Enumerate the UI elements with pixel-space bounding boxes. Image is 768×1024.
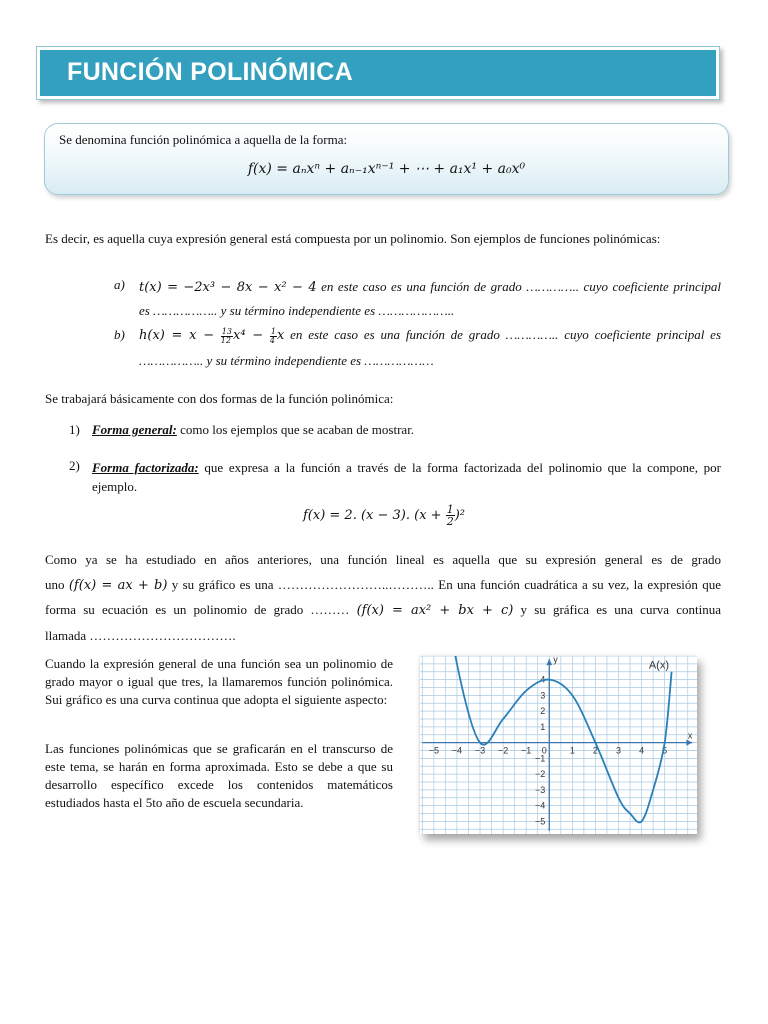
linear-paragraph — [45, 548, 721, 648]
y-tick-label: −5 — [535, 816, 546, 827]
fraction-numerator: 1 — [270, 326, 276, 336]
example-b-label — [114, 327, 125, 343]
form-1-name: Forma general: — [92, 422, 177, 437]
series-label: A(x) — [648, 659, 669, 672]
y-tick-label: −2 — [535, 769, 546, 780]
example-a-text-2: es …………….. y su término independiente es ……………….. — [139, 303, 455, 318]
factored-example-start: f(x) = 2. (x − 3). (x + — [302, 508, 446, 523]
example-label: a) — [114, 277, 125, 292]
form-2 — [92, 458, 721, 496]
linear-line-1: Como ya se ha estudiado en años anteriores, una función lineal es aquella que su expresión general es de grado — [45, 552, 721, 567]
fraction-1-4 — [270, 328, 277, 345]
linear-line-2 — [45, 573, 721, 599]
y-axis-arrow — [546, 659, 552, 665]
form-2-description: que expresa a la función a través de la forma factorizada del polinomio que la compone, por ejemplo. — [92, 460, 721, 494]
definition-formula: f(x) = aₙxⁿ + aₙ₋₁xⁿ⁻¹ + ⋯ + a₁x¹ + a₀x⁰ — [247, 161, 526, 177]
fraction-numerator: 1 — [446, 503, 454, 516]
fraction-13-12 — [221, 328, 233, 345]
y-tick-label: 2 — [540, 706, 546, 717]
example-b-text-1: en este caso es una función de grado ………….. cuyo coeficiente principal es — [284, 327, 722, 342]
example-a-expression: t(x) = −2x³ − 8x − x² − 4 — [139, 280, 317, 295]
x-tick-label: −4 — [451, 745, 463, 756]
quadratic-formula: (f(x) = ax² + bx + c) — [356, 603, 514, 618]
title-banner — [36, 46, 720, 100]
x-tick-label: −5 — [428, 745, 439, 756]
factored-example-end: )² — [454, 508, 465, 523]
linear-line-3-start: forma su ecuación es un polinomio de grado ……… — [45, 602, 357, 617]
intro-paragraph: Es decir, es aquella cuya expresión general está compuesta por un polinomio. Son ejemplos de funciones polinómicas: — [45, 231, 661, 246]
linear-line-2-end: y su gráfico es una ……………………..……….. En una función cuadrática a su vez, la expresión que — [167, 576, 722, 592]
definition-box — [44, 123, 729, 195]
x-tick-label: −3 — [474, 745, 486, 756]
linear-line-2-start: uno — [45, 576, 69, 592]
example-b — [139, 325, 721, 371]
factored-example — [0, 504, 768, 527]
x-axis-label: x — [687, 730, 693, 741]
example-b-expression-end: x — [276, 328, 285, 343]
form-2-number: 2) — [69, 458, 80, 473]
linear-line-3-end: y su gráfica es una curva continua — [513, 602, 721, 617]
polynomial-graph — [420, 656, 697, 834]
x-tick-label: 5 — [662, 745, 668, 756]
x-tick-label: −1 — [521, 745, 532, 756]
linear-line-4: llamada ……………………………. — [45, 627, 236, 643]
y-tick-label: −3 — [535, 784, 546, 795]
x-tick-label: 0 — [541, 745, 547, 756]
y-tick-label: −4 — [535, 800, 546, 811]
fraction-denominator: 2 — [446, 515, 454, 528]
y-axis-label: y — [553, 656, 558, 665]
linear-formula: (f(x) = ax + b) — [68, 577, 168, 593]
x-tick-label: 2 — [592, 745, 598, 756]
example-a-text-1: en este caso es una función de grado ………….. cuyo coeficiente principal — [316, 279, 722, 294]
y-tick-label: 3 — [540, 690, 546, 701]
example-b-expression-mid: x⁴ − — [232, 328, 270, 343]
form-1 — [92, 422, 721, 438]
linear-line-3 — [45, 598, 721, 624]
example-a — [139, 277, 721, 321]
higher-degree-paragraph: Cuando la expresión general de una función sea un polinomio de grado mayor o igual que tres, la llamaremos función polinómica. Sui gráfico es una curva continua que adopta el siguiente aspecto: — [45, 656, 393, 707]
fraction-numerator: 13 — [221, 326, 232, 336]
y-tick-label: 1 — [540, 721, 546, 732]
form-1-number: 1) — [69, 422, 80, 437]
x-tick-label: 1 — [569, 745, 575, 756]
form-2-name: Forma factorizada: — [92, 460, 199, 475]
x-tick-label: 3 — [616, 745, 622, 756]
form-1-description: como los ejemplos que se acaban de mostrar. — [176, 422, 415, 437]
example-b-text-2: …………….. y su término independiente es ……………… — [139, 353, 434, 368]
forms-intro: Se trabajará básicamente con dos formas de la función polinómica: — [45, 391, 394, 406]
example-a-label — [114, 277, 125, 293]
x-tick-label: 4 — [639, 745, 645, 756]
polynomial-chart — [420, 656, 697, 834]
definition-intro: Se denomina función polinómica a aquella de la forma: — [59, 132, 348, 147]
approximation-paragraph: Las funciones polinómicas que se graficarán en el transcurso de este tema, se harán en forma aproximada. Esto se debe a que su desarrollo específico excede los contenidos matemáticos estudiados hasta el 5to año de escuela secundaria. — [45, 741, 393, 810]
fraction-denominator: 12 — [220, 335, 231, 345]
example-label: b) — [114, 327, 125, 342]
y-tick-label: −1 — [535, 753, 546, 764]
fraction-1-2 — [446, 504, 455, 527]
example-b-expression-start: h(x) = x − — [139, 328, 221, 343]
x-tick-label: −2 — [497, 745, 509, 756]
page-title: FUNCIÓN POLINÓMICA — [67, 58, 353, 86]
y-tick-label: 4 — [540, 674, 546, 685]
fraction-denominator: 4 — [269, 335, 275, 345]
